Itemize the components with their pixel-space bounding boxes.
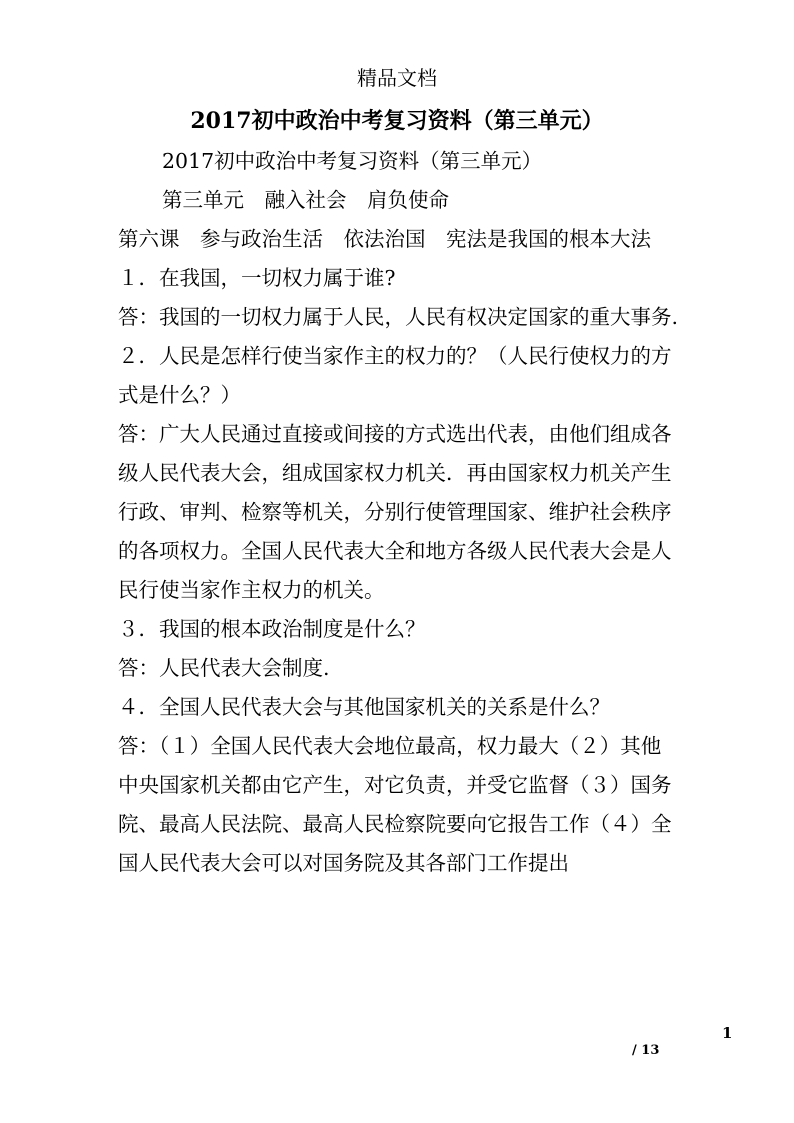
subtitle-paragraph: 2017初中政治中考复习资料（第三单元） bbox=[162, 149, 543, 173]
question-3: ３．我国的根本政治制度是什么？ bbox=[118, 617, 426, 641]
answer-2: 答：广大人民通过直接或间接的方式选出代表，由他们组成各级人民代表大会，组成国家权力机关．再由国家权力机关产生行政、审判、检察等机关，分别行使管理国家、维护社会秩序的各项权力。全国人民代表大全和地方各级人民代表大会是人民行使当家作主权力的机关。 bbox=[118, 422, 672, 602]
page-number: 1 bbox=[722, 1024, 733, 1042]
question-2: ２．人民是怎样行使当家作主的权力的？（人民行使权力的方式是什么？） bbox=[118, 344, 672, 407]
answer-4: 答：（１）全国人民代表大会地位最高，权力最大（２）其他中央国家机关都由它产生，对它负责，并受它监督（３）国务院、最高人民法院、最高人民检察院要向它报告工作（４）全国人民代表大会可以对国务院及其各部门工作提出 bbox=[118, 734, 672, 875]
lesson-heading: 第六课 参与政治生活 依法治国 宪法是我国的根本大法 bbox=[118, 227, 651, 251]
document-body bbox=[118, 142, 678, 883]
page-total: / 13 bbox=[632, 1043, 660, 1058]
unit-heading: 第三单元 融入社会 肩负使命 bbox=[162, 188, 449, 212]
page-header: 精品文档 bbox=[357, 66, 437, 90]
document-title: 2017初中政治中考复习资料（第三单元） bbox=[190, 108, 604, 134]
answer-1: 答：我国的一切权力属于人民，人民有权决定国家的重大事务. bbox=[118, 305, 679, 329]
question-4: ４．全国人民代表大会与其他国家机关的关系是什么？ bbox=[118, 695, 610, 719]
answer-3: 答：人民代表大会制度. bbox=[118, 656, 330, 680]
question-1: １．在我国，一切权力属于谁? bbox=[118, 266, 396, 290]
